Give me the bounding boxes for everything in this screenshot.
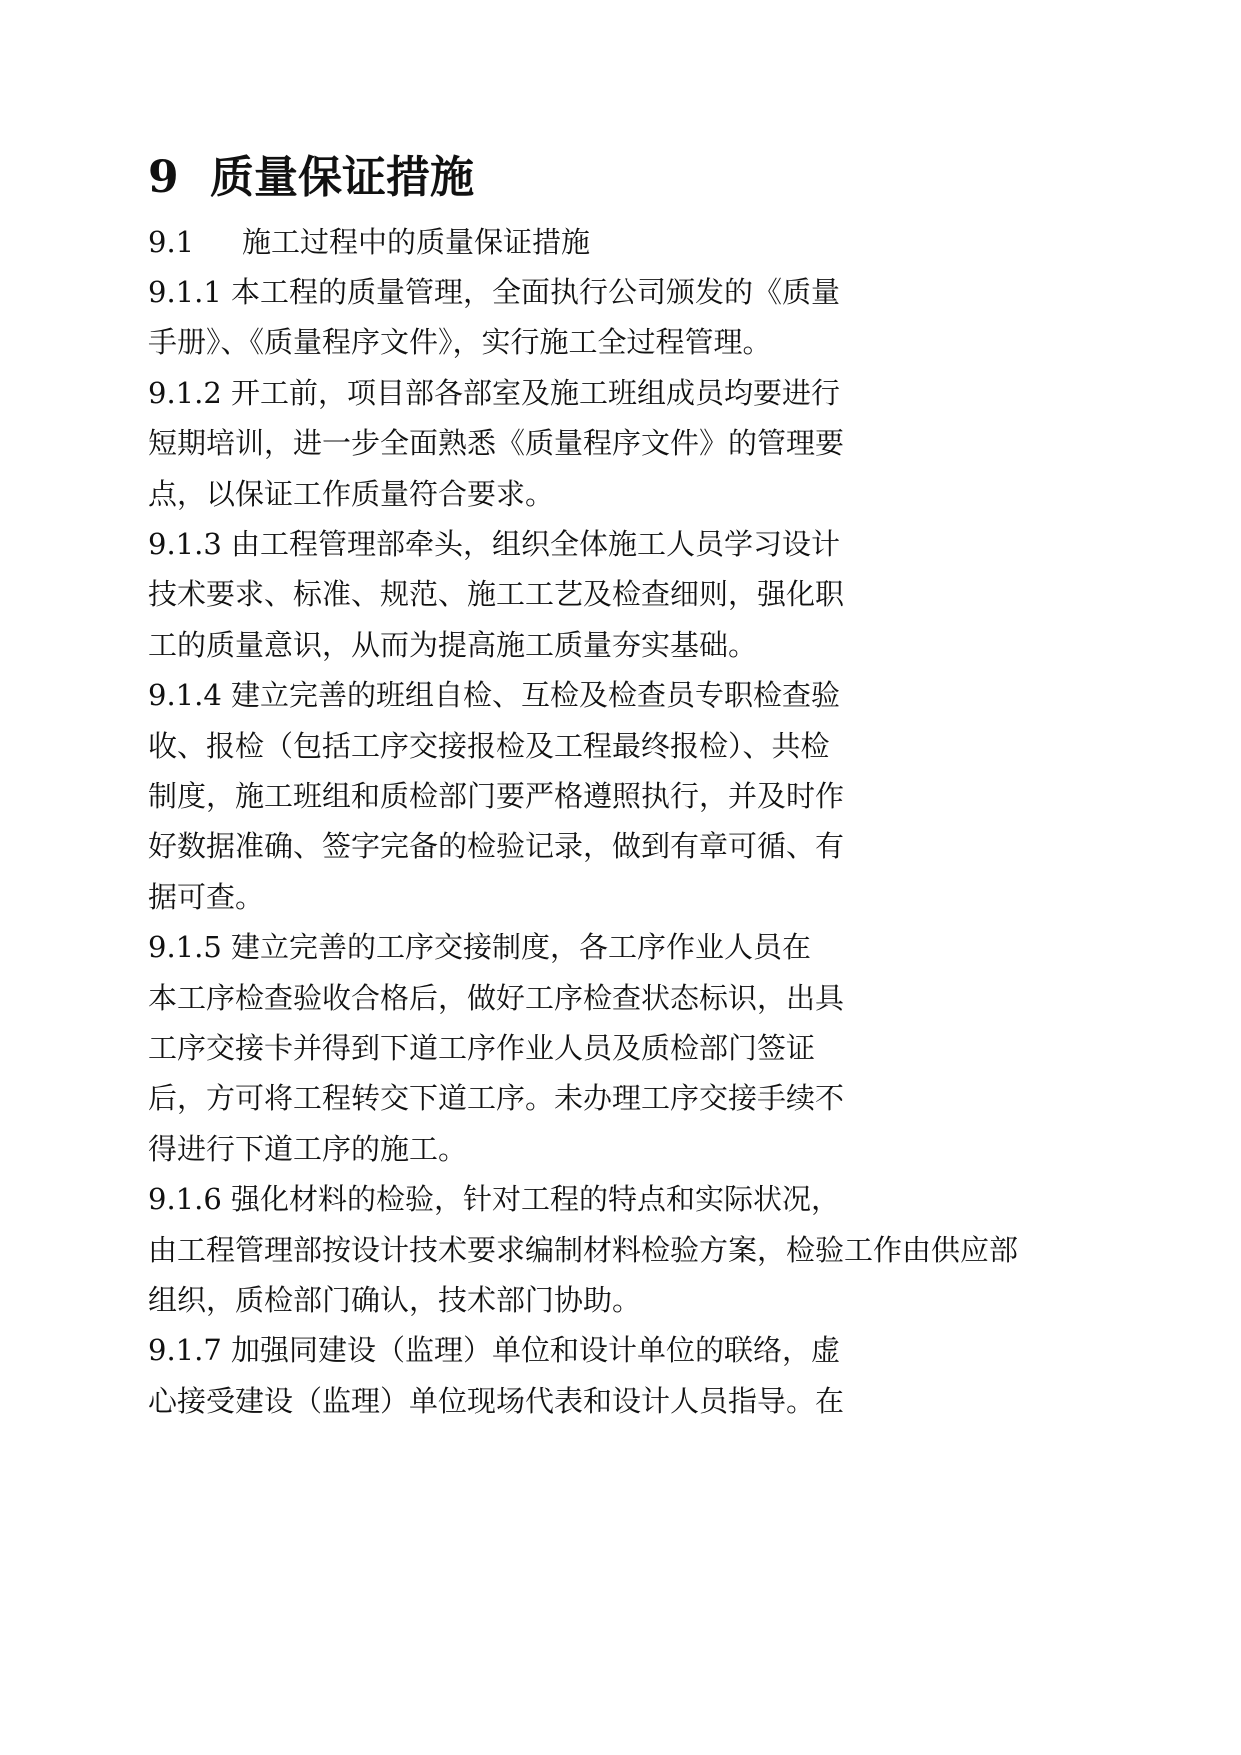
- chapter-heading: [148, 148, 474, 208]
- body-line-4: 短期培训，进一步全面熟悉《质量程序文件》的管理要: [148, 426, 845, 460]
- body-line-2: 手册》、《质量程序文件》，实行施工全过程管理。: [148, 325, 772, 359]
- body-line-19: 9.1.6 强化材料的检验，针对工程的特点和实际状况，: [148, 1182, 841, 1216]
- body-line-18: 得进行下道工序的施工。: [148, 1132, 468, 1166]
- body-line-1: 9.1.1 本工程的质量管理，全面执行公司颁发的《质量: [148, 275, 841, 309]
- body-line-16: 工序交接卡并得到下道工序作业人员及质检部门签证: [148, 1031, 816, 1065]
- body-line-20: 由工程管理部按设计技术要求编制材料检验方案，检验工作由供应部: [148, 1233, 1019, 1267]
- section-title: 施工过程中的质量保证措施: [242, 225, 591, 259]
- body-line-8: 工的质量意识，从而为提高施工质量夯实基础。: [148, 628, 758, 662]
- body-line-9: 9.1.4 建立完善的班组自检、互检及检查员专职检查验: [148, 678, 841, 712]
- body-line-23: 心接受建设（监理）单位现场代表和设计人员指导。在: [148, 1384, 845, 1418]
- body-line-3: 9.1.2 开工前，项目部各部室及施工班组成员均要进行: [148, 376, 841, 410]
- body-line-12: 好数据准确、签字完备的检验记录，做到有章可循、有: [148, 829, 845, 863]
- chapter-title: 质量保证措施: [210, 152, 474, 203]
- body-line-11: 制度，施工班组和质检部门要严格遵照执行，并及时作: [148, 779, 845, 813]
- body-line-15: 本工序检查验收合格后，做好工序检查状态标识，出具: [148, 981, 845, 1015]
- chapter-number: 9: [148, 152, 179, 203]
- body-line-10: 收、报检（包括工序交接报检及工程最终报检）、共检: [148, 729, 830, 763]
- body-line-22: 9.1.7 加强同建设（监理）单位和设计单位的联络，虚: [148, 1333, 841, 1367]
- section-number: 9.1: [148, 225, 195, 259]
- body-line-21: 组织，质检部门确认，技术部门协助。: [148, 1283, 642, 1317]
- body-line-5: 点，以保证工作质量符合要求。: [148, 477, 555, 511]
- body-line-6: 9.1.3 由工程管理部牵头，组织全体施工人员学习设计: [148, 527, 841, 561]
- body-line-7: 技术要求、标准、规范、施工工艺及检查细则，强化职: [148, 577, 845, 611]
- section-heading: [148, 222, 590, 262]
- body-line-13: 据可查。: [148, 880, 265, 914]
- body-line-14: 9.1.5 建立完善的工序交接制度，各工序作业人员在: [148, 930, 812, 964]
- body-line-17: 后，方可将工程转交下道工序。未办理工序交接手续不: [148, 1081, 845, 1115]
